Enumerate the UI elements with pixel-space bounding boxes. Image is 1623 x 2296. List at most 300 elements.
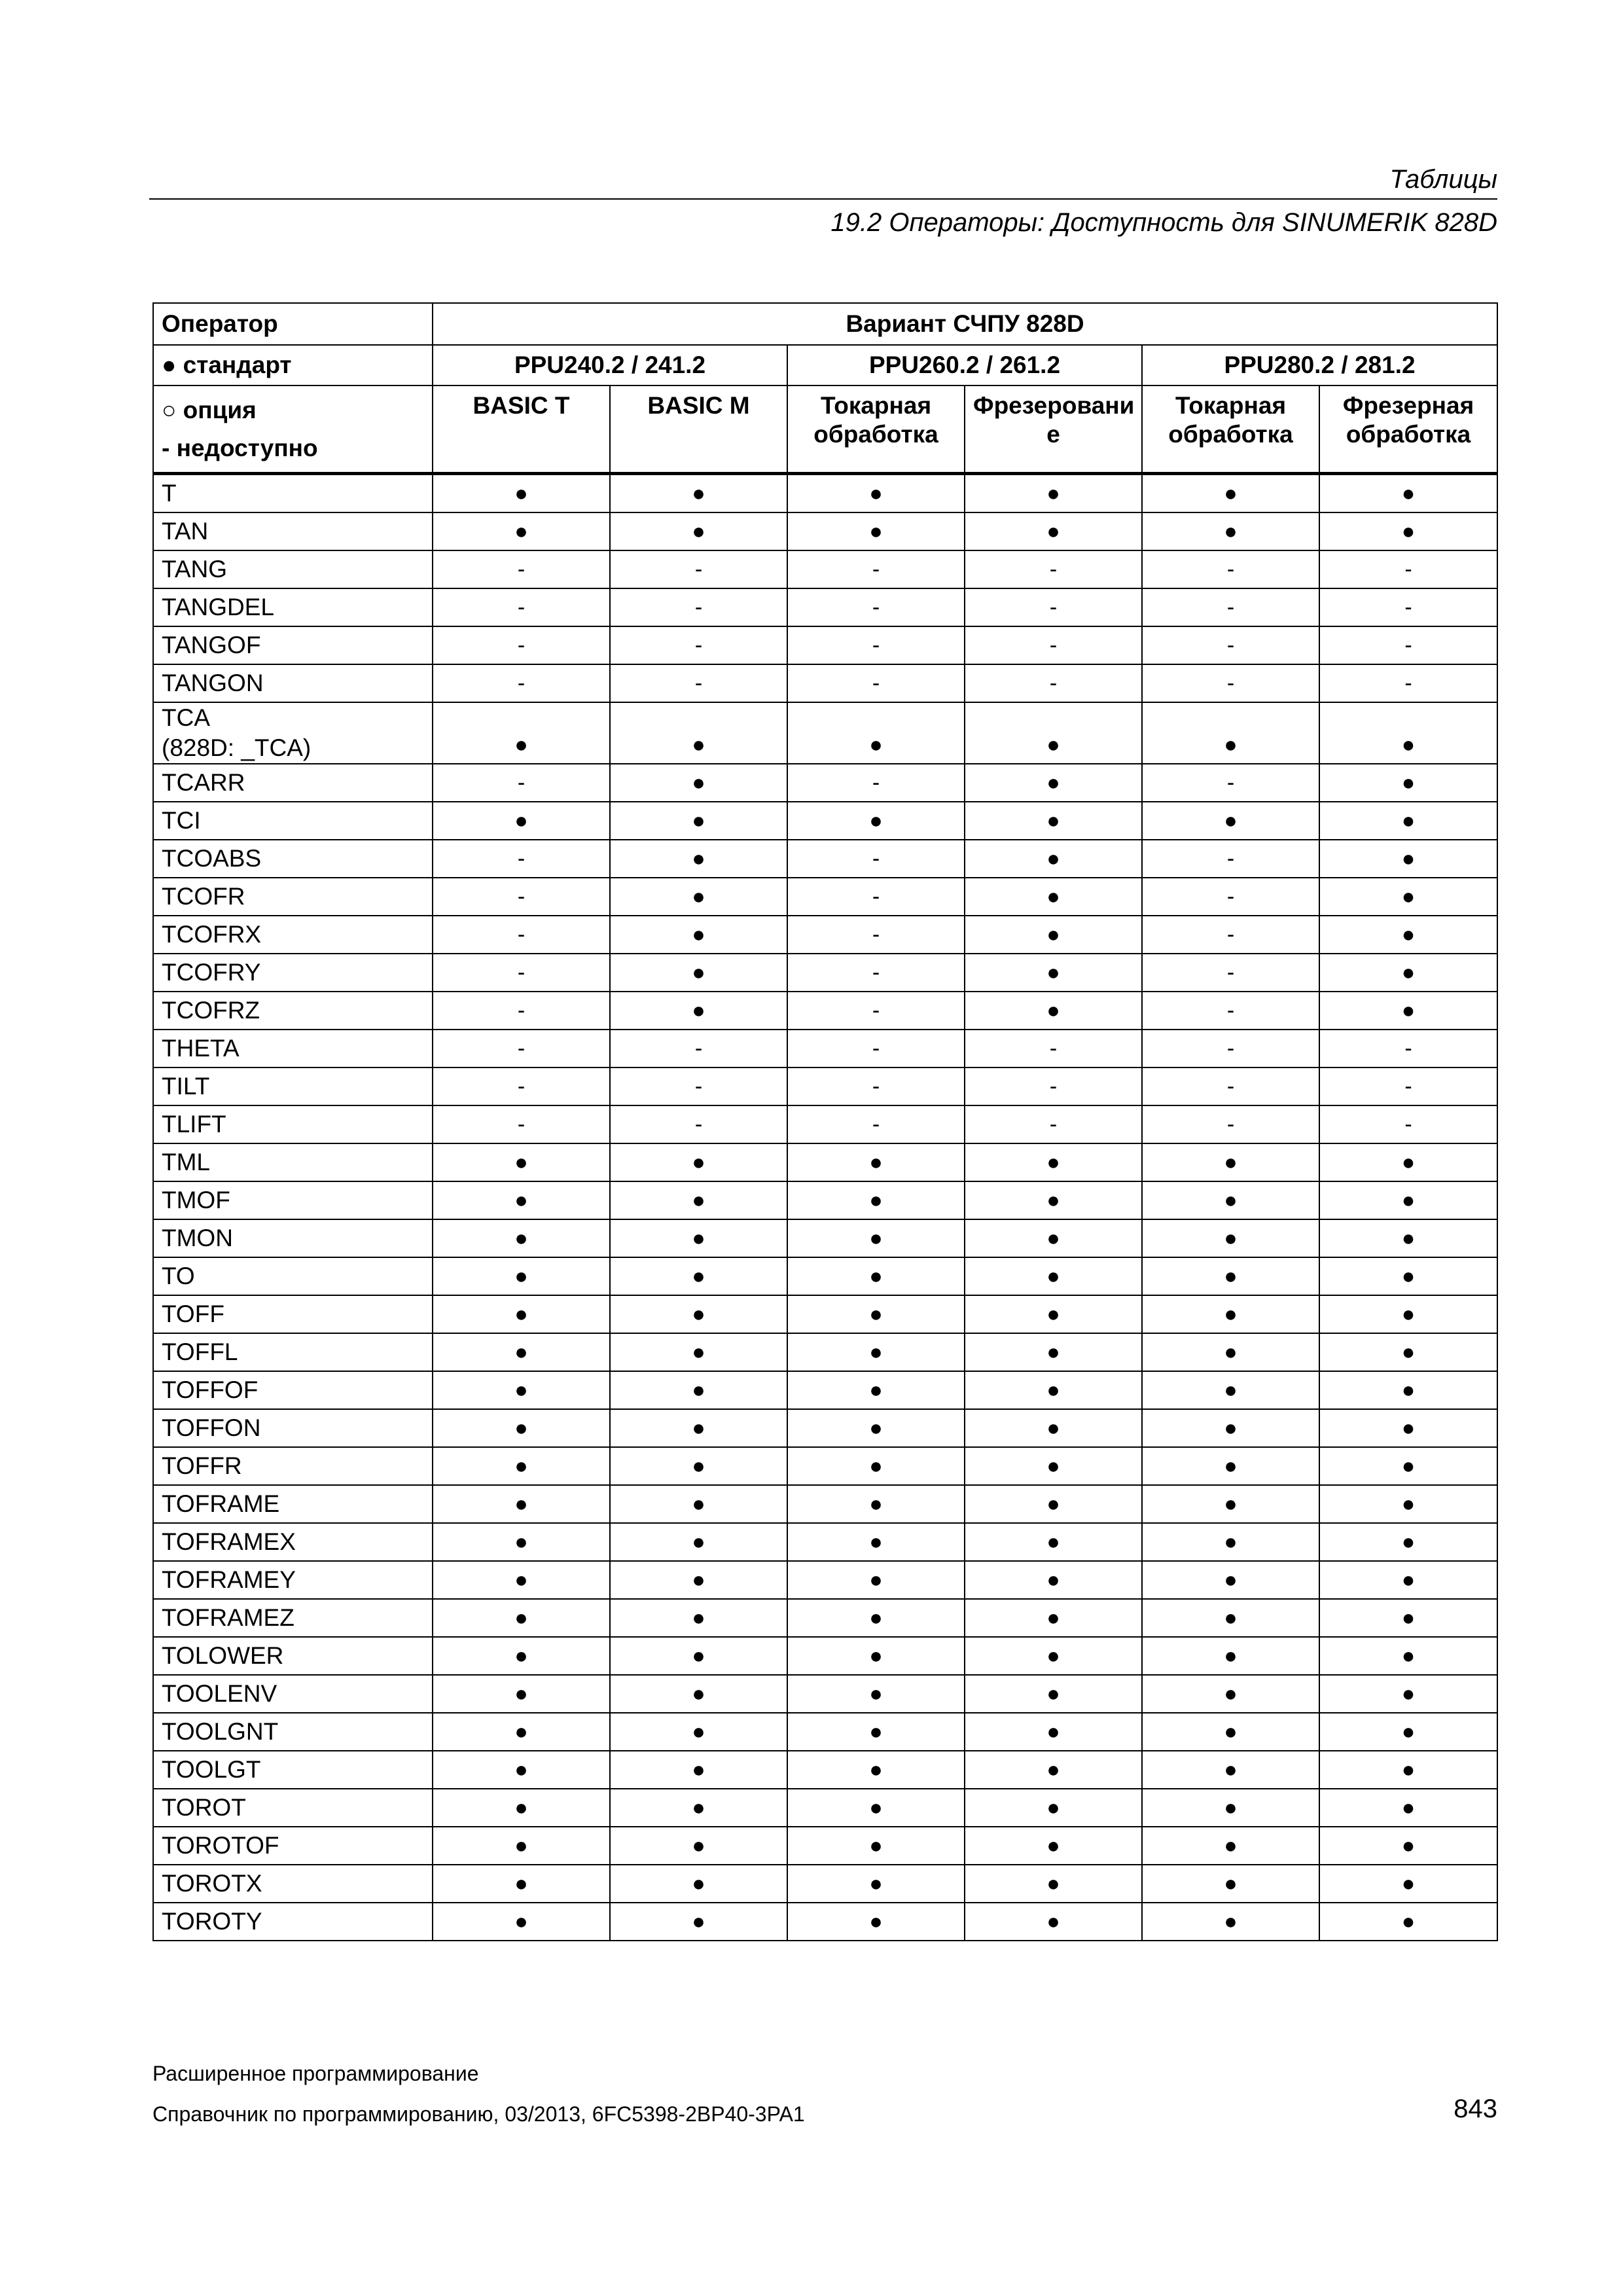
legend-unavailable: - недоступно (162, 434, 318, 461)
operator-name-cell (153, 1295, 433, 1333)
availability-cell: - (433, 840, 610, 878)
availability-cell: ● (610, 1561, 787, 1599)
footer-book-title: Расширенное программирование (152, 2062, 479, 2085)
table-row (153, 764, 1497, 802)
availability-cell: - (433, 764, 610, 802)
availability-cell: ● (965, 1523, 1142, 1561)
availability-cell: - (433, 1067, 610, 1105)
table-row (153, 1030, 1497, 1067)
operator-name: TMOF (162, 1187, 230, 1213)
operator-name: TML (162, 1149, 210, 1175)
availability-cell: - (787, 954, 965, 992)
availability-cell: - (433, 550, 610, 588)
table-row (153, 1181, 1497, 1219)
operator-name-note: (828D: _TCA) (162, 734, 312, 761)
table-row (153, 550, 1497, 588)
availability-cell: - (965, 550, 1142, 588)
availability-cell: ● (965, 916, 1142, 954)
availability-cell: ● (610, 1675, 787, 1713)
availability-cell: - (433, 588, 610, 626)
table-row (153, 1637, 1497, 1675)
availability-cell: ● (965, 1713, 1142, 1751)
availability-cell: ● (433, 1713, 610, 1751)
availability-cell: - (787, 626, 965, 664)
operator-name: TMON (162, 1225, 233, 1251)
availability-cell: ● (965, 1409, 1142, 1447)
table-row (153, 916, 1497, 954)
operator-name: TOFRAMEY (162, 1566, 296, 1593)
availability-cell: - (610, 626, 787, 664)
availability-cell: ● (1142, 1447, 1319, 1485)
legend-standard: ● стандарт (153, 345, 433, 386)
variant-header: Вариант СЧПУ 828D (433, 303, 1497, 345)
availability-cell: ● (965, 1599, 1142, 1637)
operator-name: TOLOWER (162, 1642, 284, 1669)
table-row (153, 1599, 1497, 1637)
operator-name-cell (153, 878, 433, 916)
availability-cell: ● (1142, 1181, 1319, 1219)
availability-cell: ● (433, 1371, 610, 1409)
availability-cell: ● (610, 1485, 787, 1523)
availability-cell: ● (1319, 1865, 1497, 1903)
table-row (153, 1219, 1497, 1257)
availability-cell: - (1142, 626, 1319, 664)
availability-cell: ● (433, 1903, 610, 1941)
table-row (153, 1105, 1497, 1143)
operator-name: TOROT (162, 1794, 246, 1821)
availability-cell: - (433, 954, 610, 992)
availability-cell: ● (610, 1219, 787, 1257)
availability-cell: ● (433, 1257, 610, 1295)
legend-cell (153, 386, 433, 474)
column-header: Фрезеровани е (965, 386, 1142, 474)
operator-name-cell (153, 588, 433, 626)
availability-cell: ● (433, 1675, 610, 1713)
availability-cell: ● (1142, 1485, 1319, 1523)
availability-cell: ● (787, 474, 965, 513)
availability-cell: - (965, 1030, 1142, 1067)
availability-cell: - (610, 664, 787, 702)
availability-cell: - (1142, 954, 1319, 992)
operator-name: TOFF (162, 1300, 224, 1327)
availability-cell: ● (965, 1865, 1142, 1903)
availability-cell: - (965, 1067, 1142, 1105)
availability-cell: ● (610, 1713, 787, 1751)
availability-cell: ● (433, 1751, 610, 1789)
operator-name-cell (153, 1257, 433, 1295)
operator-name-cell (153, 1827, 433, 1865)
availability-cell: - (1319, 626, 1497, 664)
table-body (153, 474, 1497, 1941)
availability-cell: ● (787, 1637, 965, 1675)
availability-cell: - (787, 992, 965, 1030)
availability-cell: ● (965, 1485, 1142, 1523)
operator-name: TANG (162, 556, 228, 583)
table-row (153, 1827, 1497, 1865)
operator-name: TO (162, 1263, 195, 1289)
availability-cell: ● (610, 702, 787, 764)
availability-cell: ● (610, 1523, 787, 1561)
availability-cell: ● (1319, 764, 1497, 802)
availability-cell: ● (965, 954, 1142, 992)
availability-cell: - (610, 1105, 787, 1143)
availability-cell: ● (965, 1143, 1142, 1181)
operator-name: TOFRAMEX (162, 1528, 296, 1555)
operator-header: Оператор (153, 303, 433, 345)
availability-cell: ● (610, 1409, 787, 1447)
legend-option: ○ опция (162, 396, 257, 423)
availability-cell: ● (965, 1675, 1142, 1713)
group-header-ppu260: PPU260.2 / 261.2 (787, 345, 1142, 386)
table-row (153, 1561, 1497, 1599)
availability-cell: ● (1142, 1675, 1319, 1713)
operator-name: TOFFOF (162, 1376, 259, 1403)
operator-name: TCARR (162, 769, 245, 796)
operator-name: TAN (162, 518, 209, 545)
availability-cell: - (1142, 878, 1319, 916)
operator-name: TCA (162, 704, 210, 731)
column-header: Фрезерная обработка (1319, 386, 1497, 474)
availability-cell: ● (610, 1181, 787, 1219)
availability-cell: ● (1319, 1485, 1497, 1523)
availability-cell: ● (965, 802, 1142, 840)
availability-cell: ● (1319, 878, 1497, 916)
availability-cell: ● (610, 916, 787, 954)
availability-cell: - (965, 626, 1142, 664)
operator-name: TANGDEL (162, 594, 275, 620)
operator-name: TCOFRY (162, 959, 261, 986)
operator-name: TOOLGNT (162, 1718, 279, 1745)
availability-cell: ● (1142, 1599, 1319, 1637)
page-number: 843 (1454, 2094, 1497, 2123)
availability-cell: - (1142, 1067, 1319, 1105)
availability-cell: ● (1142, 1903, 1319, 1941)
availability-cell: ● (1142, 1143, 1319, 1181)
availability-cell: - (1142, 840, 1319, 878)
availability-cell: ● (1142, 1789, 1319, 1827)
availability-cell: - (787, 1105, 965, 1143)
availability-cell: - (1142, 550, 1319, 588)
availability-cell: ● (1142, 1523, 1319, 1561)
table-row (153, 474, 1497, 513)
availability-cell: ● (610, 1257, 787, 1295)
availability-cell: ● (965, 702, 1142, 764)
availability-cell: ● (610, 1865, 787, 1903)
operator-name-cell (153, 512, 433, 550)
availability-cell: ● (610, 1751, 787, 1789)
availability-cell: ● (787, 1409, 965, 1447)
running-header-title: Таблицы (1389, 165, 1497, 194)
table-row (153, 1523, 1497, 1561)
availability-cell: ● (1319, 992, 1497, 1030)
availability-cell: ● (787, 1827, 965, 1865)
availability-cell: ● (433, 1599, 610, 1637)
availability-cell: ● (610, 1789, 787, 1827)
availability-cell: ● (1319, 1219, 1497, 1257)
operator-name: TCOABS (162, 845, 262, 872)
table-row (153, 1067, 1497, 1105)
availability-cell: ● (1142, 1865, 1319, 1903)
availability-cell: - (1319, 1105, 1497, 1143)
availability-cell: - (1319, 664, 1497, 702)
operator-name: TCOFR (162, 883, 245, 910)
availability-cell: - (433, 664, 610, 702)
availability-cell: ● (965, 1219, 1142, 1257)
table-row (153, 992, 1497, 1030)
operator-name-cell (153, 1865, 433, 1903)
table-row (153, 1675, 1497, 1713)
availability-cell: ● (1142, 1219, 1319, 1257)
operator-name-cell (153, 954, 433, 992)
availability-cell: ● (1319, 474, 1497, 513)
availability-cell: ● (965, 764, 1142, 802)
availability-cell: ● (610, 474, 787, 513)
availability-cell: ● (433, 1789, 610, 1827)
availability-cell: ● (1319, 1257, 1497, 1295)
availability-cell: ● (965, 1637, 1142, 1675)
operator-name-cell (153, 1067, 433, 1105)
availability-cell: ● (965, 1789, 1142, 1827)
table-row (153, 1485, 1497, 1523)
availability-cell: ● (433, 474, 610, 513)
availability-cell: ● (1319, 954, 1497, 992)
availability-cell: ● (1319, 1143, 1497, 1181)
operator-name: TOFFON (162, 1414, 261, 1441)
availability-cell: ● (1319, 802, 1497, 840)
availability-cell: ● (433, 802, 610, 840)
availability-cell: ● (787, 1295, 965, 1333)
table-row (153, 664, 1497, 702)
operator-availability-table (152, 302, 1498, 1941)
availability-cell: ● (433, 1485, 610, 1523)
availability-cell: ● (1319, 702, 1497, 764)
operator-name: TLIFT (162, 1111, 226, 1138)
availability-cell: - (1319, 1030, 1497, 1067)
table-row (153, 878, 1497, 916)
availability-cell: - (1319, 588, 1497, 626)
availability-cell: - (610, 1067, 787, 1105)
table-row (153, 702, 1497, 764)
availability-cell: - (1142, 916, 1319, 954)
availability-cell: ● (1142, 1751, 1319, 1789)
operator-name-cell (153, 764, 433, 802)
availability-cell: ● (787, 1143, 965, 1181)
operator-name-cell (153, 1143, 433, 1181)
group-header-ppu240: PPU240.2 / 241.2 (433, 345, 787, 386)
table-row (153, 1789, 1497, 1827)
availability-cell: ● (787, 1865, 965, 1903)
availability-cell: ● (1319, 1903, 1497, 1941)
availability-cell: ● (965, 1333, 1142, 1371)
availability-cell: ● (787, 1675, 965, 1713)
availability-cell: ● (965, 1903, 1142, 1941)
availability-cell: ● (1142, 512, 1319, 550)
operator-name-cell (153, 1181, 433, 1219)
table-row (153, 512, 1497, 550)
availability-cell: ● (1319, 1599, 1497, 1637)
availability-cell: ● (1319, 1751, 1497, 1789)
availability-cell: - (610, 550, 787, 588)
column-header: BASIC M (610, 386, 787, 474)
table-row (153, 1143, 1497, 1181)
operator-name: TILT (162, 1073, 210, 1100)
operator-name-cell (153, 1675, 433, 1713)
availability-cell: ● (1319, 1713, 1497, 1751)
availability-cell: ● (965, 1181, 1142, 1219)
availability-cell: ● (1142, 1333, 1319, 1371)
availability-cell: ● (787, 1181, 965, 1219)
availability-cell: ● (965, 878, 1142, 916)
operator-name-cell (153, 1030, 433, 1067)
availability-cell: ● (1142, 702, 1319, 764)
availability-cell: - (433, 992, 610, 1030)
availability-cell: ● (1319, 1637, 1497, 1675)
availability-cell: ● (610, 1333, 787, 1371)
availability-cell: - (787, 916, 965, 954)
availability-cell: ● (965, 992, 1142, 1030)
operator-name: TOOLGT (162, 1756, 261, 1783)
operator-name-cell (153, 1903, 433, 1941)
column-header: Токарная обработка (1142, 386, 1319, 474)
operator-name: TANGOF (162, 632, 261, 658)
availability-cell: ● (1142, 1713, 1319, 1751)
table-row (153, 1333, 1497, 1371)
operator-name-cell (153, 840, 433, 878)
availability-cell: ● (787, 1713, 965, 1751)
availability-cell: ● (610, 1599, 787, 1637)
availability-cell: - (610, 588, 787, 626)
availability-cell: - (433, 1105, 610, 1143)
availability-cell: ● (433, 1295, 610, 1333)
operator-name-cell (153, 1713, 433, 1751)
operator-name-cell (153, 1599, 433, 1637)
operator-name-cell (153, 1371, 433, 1409)
table-row (153, 1295, 1497, 1333)
availability-cell: - (965, 1105, 1142, 1143)
availability-cell: ● (433, 1409, 610, 1447)
availability-cell: ● (610, 1637, 787, 1675)
availability-cell: - (787, 588, 965, 626)
availability-cell: ● (1319, 1181, 1497, 1219)
availability-cell: - (610, 1030, 787, 1067)
availability-cell: ● (610, 764, 787, 802)
availability-cell: ● (787, 1485, 965, 1523)
availability-cell: ● (1319, 1295, 1497, 1333)
table-row (153, 1409, 1497, 1447)
availability-cell: ● (1319, 1447, 1497, 1485)
operator-name: TOFRAMEZ (162, 1604, 294, 1631)
availability-cell: ● (787, 1447, 965, 1485)
availability-cell: ● (433, 1333, 610, 1371)
availability-cell: ● (1319, 1523, 1497, 1561)
availability-cell: ● (1319, 1409, 1497, 1447)
availability-cell: ● (610, 512, 787, 550)
availability-cell: ● (965, 1371, 1142, 1409)
operator-name: TCOFRX (162, 921, 262, 948)
operator-name-cell (153, 1409, 433, 1447)
operator-name: T (162, 480, 177, 507)
availability-cell: ● (433, 1561, 610, 1599)
availability-cell: ● (787, 512, 965, 550)
availability-cell: ● (965, 1257, 1142, 1295)
availability-cell: - (787, 878, 965, 916)
operator-name-cell (153, 1637, 433, 1675)
availability-cell: ● (787, 802, 965, 840)
table-row (153, 802, 1497, 840)
availability-cell: - (1319, 550, 1497, 588)
availability-cell: - (965, 664, 1142, 702)
availability-cell: ● (433, 1827, 610, 1865)
availability-cell: ● (1142, 1371, 1319, 1409)
availability-cell: ● (1319, 916, 1497, 954)
availability-cell: ● (433, 1219, 610, 1257)
operator-name: TOROTX (162, 1870, 262, 1897)
availability-cell: ● (1319, 1827, 1497, 1865)
availability-cell: - (1142, 1105, 1319, 1143)
availability-cell: ● (610, 878, 787, 916)
availability-cell: - (1142, 764, 1319, 802)
availability-cell: ● (1142, 1409, 1319, 1447)
availability-cell: ● (965, 512, 1142, 550)
availability-cell: - (433, 916, 610, 954)
availability-cell: - (1142, 992, 1319, 1030)
availability-cell: ● (1319, 840, 1497, 878)
availability-cell: ● (1319, 1789, 1497, 1827)
operator-name: TOOLENV (162, 1680, 277, 1707)
availability-cell: ● (610, 1143, 787, 1181)
table-row (153, 1371, 1497, 1409)
availability-cell: - (965, 588, 1142, 626)
table-row (153, 626, 1497, 664)
availability-cell: ● (433, 1447, 610, 1485)
table-row (153, 1257, 1497, 1295)
availability-cell: ● (787, 1599, 965, 1637)
availability-cell: ● (610, 802, 787, 840)
operator-name: TOROTY (162, 1908, 262, 1935)
availability-cell: - (787, 664, 965, 702)
operator-name-cell (153, 1447, 433, 1485)
availability-cell: ● (433, 1143, 610, 1181)
availability-cell: - (433, 878, 610, 916)
table-row (153, 1447, 1497, 1485)
operator-name: TOFFL (162, 1338, 238, 1365)
availability-cell: ● (787, 1903, 965, 1941)
availability-cell: ● (610, 954, 787, 992)
operator-name-cell (153, 1561, 433, 1599)
operator-name: TCI (162, 807, 201, 834)
availability-cell: - (433, 626, 610, 664)
operator-name: THETA (162, 1035, 240, 1062)
availability-cell: ● (1319, 1371, 1497, 1409)
operator-name-cell (153, 992, 433, 1030)
availability-cell: ● (965, 1295, 1142, 1333)
availability-cell: - (1319, 1067, 1497, 1105)
availability-cell: ● (965, 1561, 1142, 1599)
availability-cell: ● (1142, 1561, 1319, 1599)
availability-cell: - (1142, 588, 1319, 626)
availability-cell: ● (433, 1523, 610, 1561)
availability-cell: ● (965, 1827, 1142, 1865)
operator-name-cell (153, 916, 433, 954)
availability-cell: ● (965, 1751, 1142, 1789)
header-rule (149, 198, 1497, 200)
availability-cell: ● (787, 1751, 965, 1789)
operator-name: TOFRAME (162, 1490, 280, 1517)
availability-cell: ● (1142, 1827, 1319, 1865)
availability-cell: ● (787, 1333, 965, 1371)
availability-cell: ● (433, 1181, 610, 1219)
footer-manual-info: Справочник по программированию, 03/2013, 6FC5398-2BP40-3PA1 (152, 2102, 805, 2126)
